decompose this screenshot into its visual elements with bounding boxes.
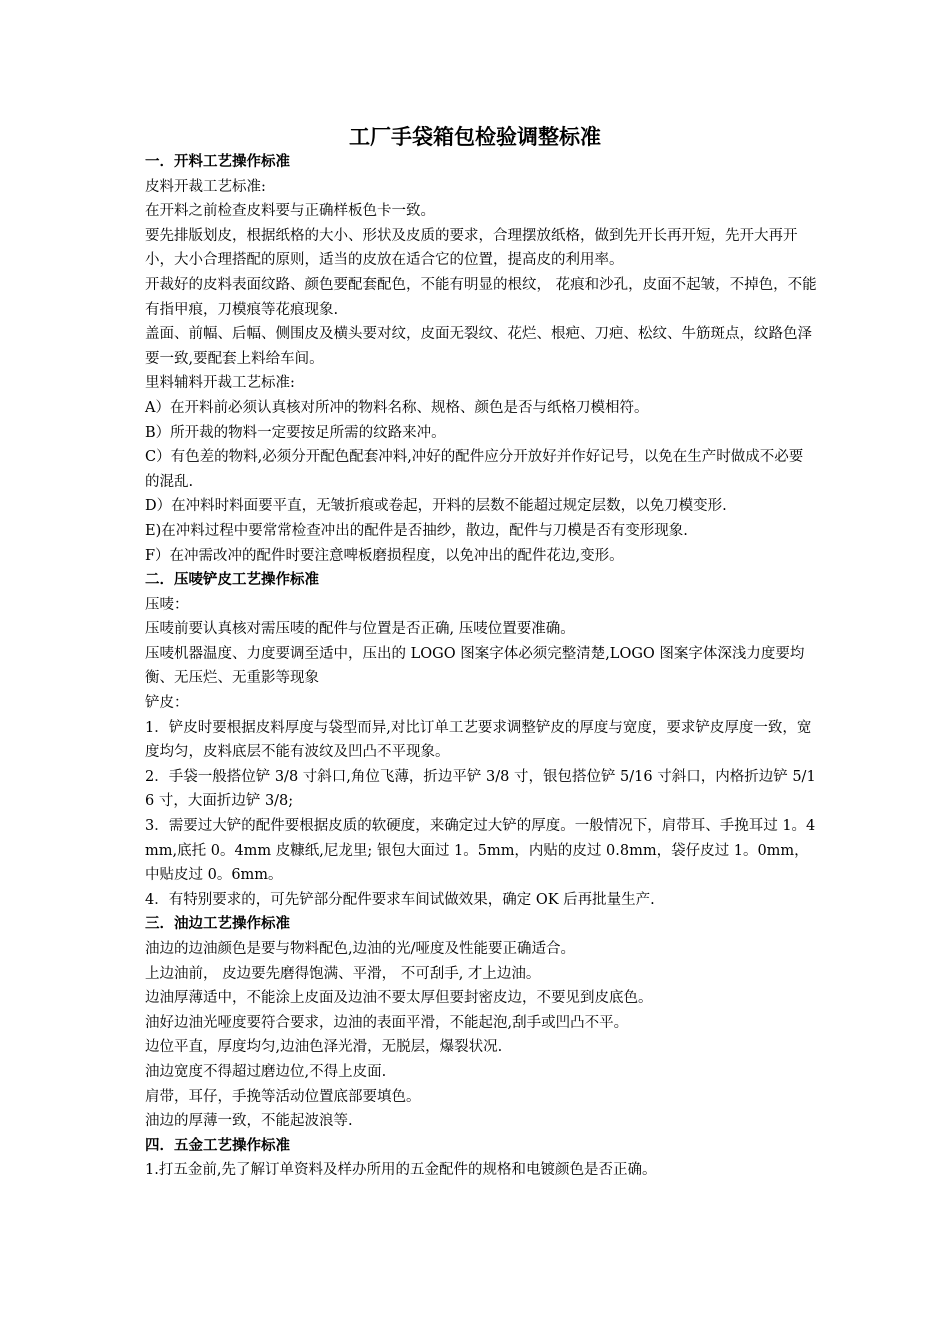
body-paragraph: 压唛： bbox=[145, 596, 189, 613]
body-paragraph: E)在冲料过程中要常常检查冲出的配件是否抽纱，散边，配件与刀模是否有变形现象. bbox=[145, 522, 688, 539]
body-paragraph: 3．需要过大铲的配件要根据皮质的软硬度，来确定过大铲的厚度。一般情况下，肩带耳、手挽耳过 1。4mm,底托 0。4mm 皮糠纸,尼龙里; 银包大面过 1。5mm，内贴的皮过 0.8mm，袋仔皮过 1。0mm，中贴皮过 0。6mm。 bbox=[145, 818, 816, 884]
body-paragraph: 边位平直，厚度均匀,边油色泽光滑，无脱层，爆裂状况. bbox=[145, 1039, 503, 1056]
body-paragraph: 油好边油光哑度要符合要求，边油的表面平滑，不能起泡,刮手或凹凸不平。 bbox=[145, 1014, 629, 1031]
section-heading: 二．压唛铲皮工艺操作标准 bbox=[145, 572, 319, 589]
body-paragraph: 1.打五金前,先了解订单资料及样办所用的五金配件的规格和电镀颜色是否正确。 bbox=[145, 1162, 657, 1179]
body-paragraph: 边油厚薄适中，不能涂上皮面及边油不要太厚但要封密皮边，不要见到皮底色。 bbox=[145, 990, 653, 1007]
body-paragraph: 油边的厚薄一致，不能起波浪等. bbox=[145, 1113, 353, 1130]
body-paragraph: B）所开裁的物料一定要按足所需的纹路来冲。 bbox=[145, 424, 446, 441]
body-paragraph: 要先排版划皮，根据纸格的大小、形状及皮质的要求，合理摆放纸格，做到先开长再开短，先开大再开小，大小合理搭配的原则，适当的皮放在适合它的位置，提高皮的利用率。 bbox=[145, 227, 798, 269]
body-paragraph: 在开料之前检查皮料要与正确样板色卡一致。 bbox=[145, 203, 435, 220]
section-heading: 一．开料工艺操作标准 bbox=[145, 154, 290, 170]
body-paragraph: 皮料开裁工艺标准: bbox=[145, 178, 266, 195]
body-paragraph: 里料辅料开裁工艺标准: bbox=[145, 375, 295, 392]
document-body bbox=[145, 150, 817, 1183]
body-paragraph: C）有色差的物料,必须分开配色配套冲料,冲好的配件应分开放好并作好记号，以免在生产时做成不必要的混乱. bbox=[145, 449, 804, 490]
body-paragraph: 4．有特别要求的，可先铲部分配件要求车间试做效果，确定 OK 后再批量生产. bbox=[145, 891, 655, 908]
body-paragraph: 盖面、前幅、后幅、侧围皮及横头要对纹，皮面无裂纹、花烂、根疤、刀疤、松纹、牛筋斑点，纹路色泽要一致,要配套上料给车间。 bbox=[145, 326, 812, 367]
document-title: 工厂手袋箱包检验调整标准 bbox=[349, 125, 601, 149]
body-paragraph: 肩带，耳仔，手挽等活动位置底部要填色。 bbox=[145, 1088, 421, 1105]
body-paragraph: 压唛前要认真核对需压唛的配件与位置是否正确, 压唛位置要准确。 bbox=[145, 621, 575, 638]
body-paragraph: 铲皮： bbox=[145, 695, 189, 712]
body-paragraph: F）在冲需改冲的配件时要注意啤板磨损程度，以免冲出的配件花边,变形。 bbox=[145, 547, 624, 564]
body-paragraph: D）在冲料时料面要平直，无皱折痕或卷起，开料的层数不能超过规定层数，以免刀模变形. bbox=[145, 498, 727, 515]
body-paragraph: 油边的边油颜色是要与物料配色,边油的光/哑度及性能要正确适合。 bbox=[145, 941, 575, 957]
body-paragraph: 开裁好的皮料表面纹路、颜色要配套配色，不能有明显的根纹， 花痕和沙孔，皮面不起皱，不掉色，不能有指甲痕，刀模痕等花痕现象. bbox=[145, 276, 817, 318]
body-paragraph: A）在开料前必须认真核对所冲的物料名称、规格、颜色是否与纸格刀模相符。 bbox=[145, 399, 649, 416]
section-heading: 三．油边工艺操作标准 bbox=[145, 916, 290, 933]
body-paragraph: 2．手袋一般搭位铲 3/8 寸斜口,角位飞薄，折边平铲 3/8 寸，银包搭位铲 5/16 寸斜口，内格折边铲 5/16 寸，大面折边铲 3/8; bbox=[145, 768, 816, 810]
body-paragraph: 油边宽度不得超过磨边位,不得上皮面. bbox=[145, 1063, 387, 1080]
body-paragraph: 压唛机器温度、力度要调至适中，压出的 LOGO 图案字体必须完整清楚,LOGO 图案字体深浅力度要均衡、无压烂、无重影等现象 bbox=[145, 645, 805, 687]
body-paragraph: 上边油前， 皮边要先磨得饱满、平滑， 不可刮手, 才上边油。 bbox=[145, 965, 541, 982]
section-heading: 四．五金工艺操作标准 bbox=[145, 1137, 290, 1154]
body-paragraph: 1．铲皮时要根据皮料厚度与袋型而异,对比订单工艺要求调整铲皮的厚度与宽度，要求铲皮厚度一致，宽度均匀，皮料底层不能有波纹及凹凸不平现象。 bbox=[145, 719, 812, 761]
